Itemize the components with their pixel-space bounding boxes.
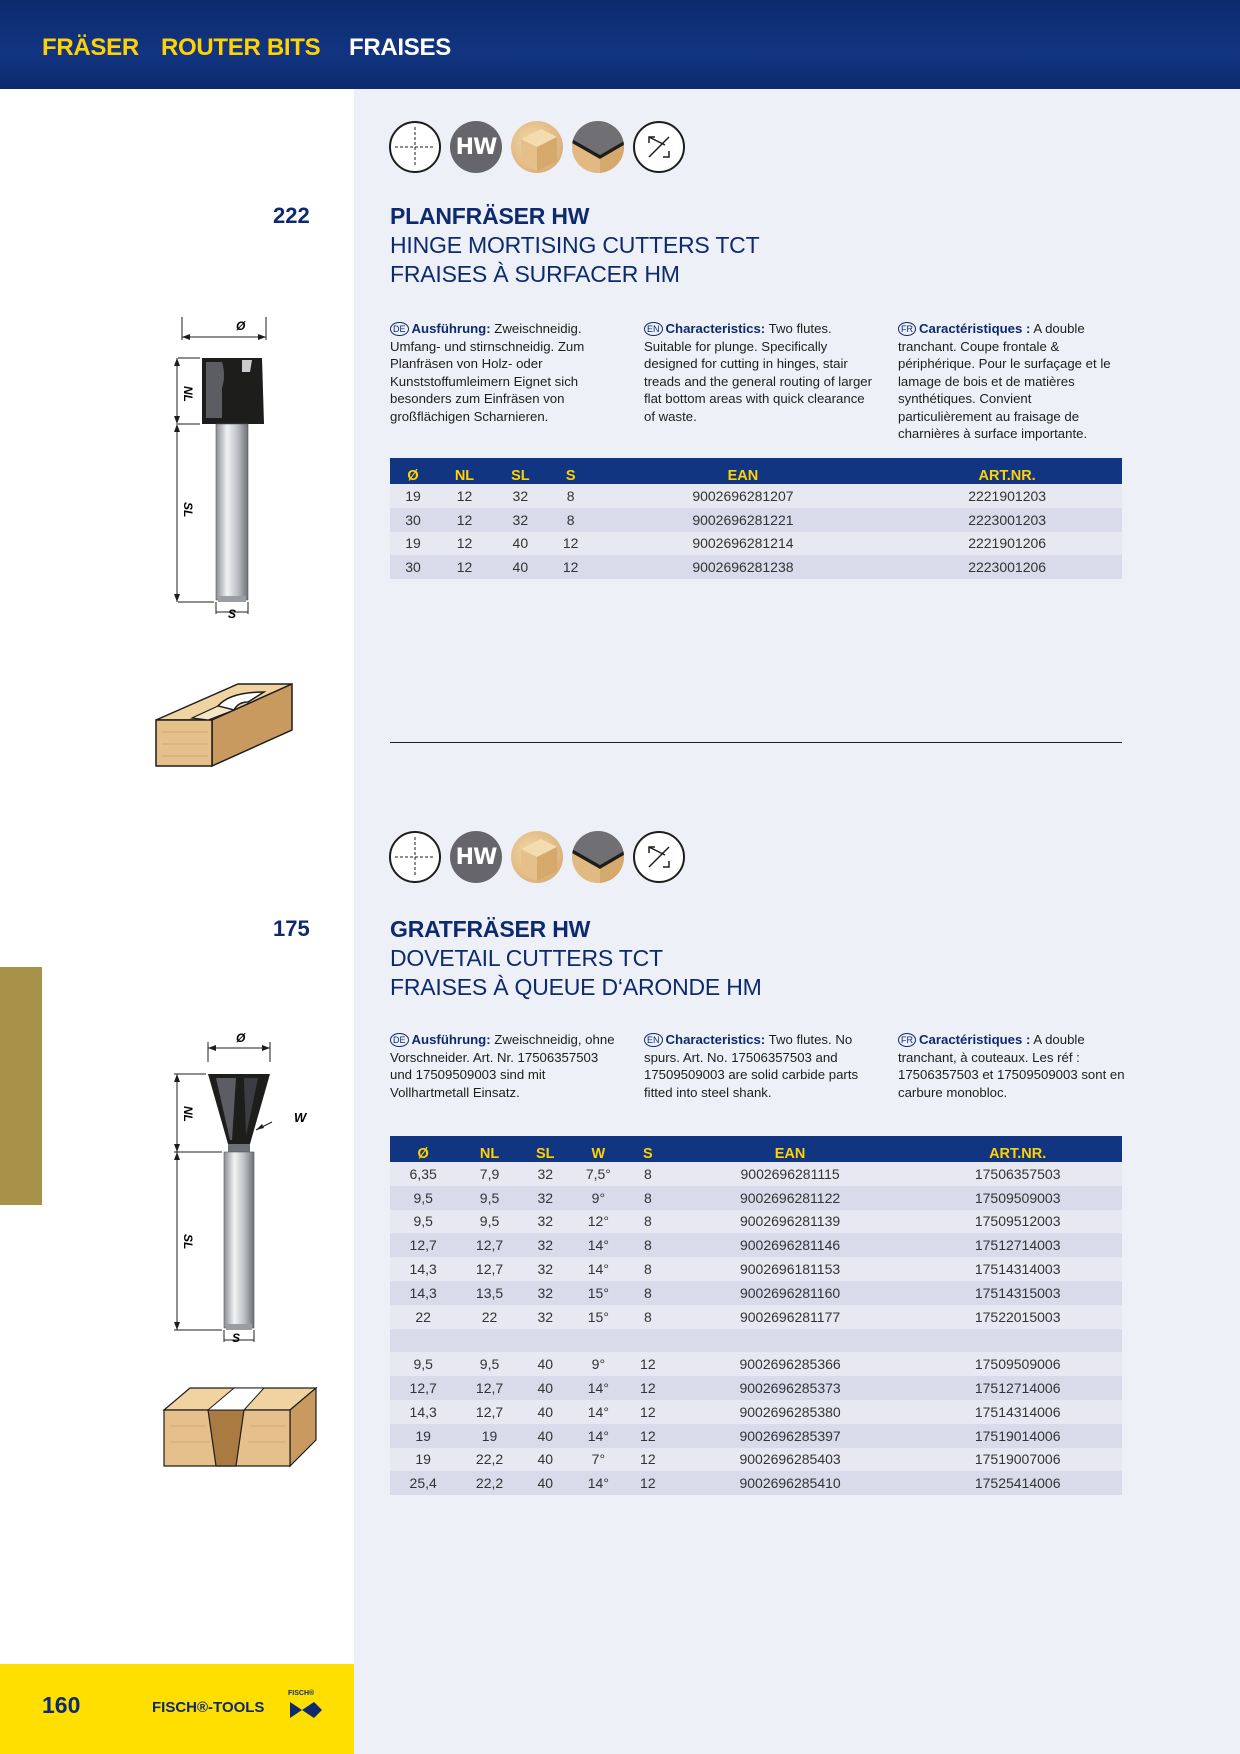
table-cell [667,1329,914,1353]
table-cell: 9002696285397 [667,1424,914,1448]
table-row [390,1281,1122,1305]
column-header: NL [436,458,493,484]
table-cell: 9002696281139 [667,1210,914,1234]
title-en: DOVETAIL CUTTERS TCT [390,945,663,971]
hw-badge-icon: HW [450,831,502,883]
feature-icons-175 [389,831,685,883]
column-header: S [629,1136,667,1162]
table-cell: 12 [436,508,493,532]
table-cell: 40 [493,532,548,556]
table-cell [568,1329,629,1353]
cutter-drawing-175 [160,1026,320,1342]
table-cell: 15° [568,1281,629,1305]
table-cell: 40 [523,1424,568,1448]
table-cell [629,1329,667,1353]
table-cell: 40 [523,1400,568,1424]
table-row [390,1376,1122,1400]
table-cell: 19 [390,1448,456,1472]
table-cell: 9002696281238 [594,555,893,579]
header-bar [0,0,1240,89]
table-cell: 17509509003 [913,1186,1122,1210]
direction-arrow-icon [633,831,685,883]
table-cell: 40 [493,555,548,579]
table-cell: 12,7 [456,1233,522,1257]
dim-label-diameter: Ø [236,319,246,333]
table-header-row [390,1136,1122,1162]
table-row [390,1210,1122,1234]
table-cell: 14° [568,1376,629,1400]
table-cell: 2221901203 [892,484,1122,508]
table-cell: 9002696285410 [667,1471,914,1495]
table-cell [390,1329,456,1353]
column-header: EAN [667,1136,914,1162]
table-cell: 14° [568,1471,629,1495]
table-cell: 12 [629,1400,667,1424]
table-cell: 14,3 [390,1257,456,1281]
column-header: ART.NR. [892,458,1122,484]
crosshair-icon [389,831,441,883]
wood-icon [511,831,563,883]
table-cell: 15° [568,1305,629,1329]
description-en-175: EN Characteristics: Two flutes. No spurs. Art. No. 17506357503 and 17509509003 are solid carbide parts fitted into steel shank. [644,1032,859,1100]
table-cell: 2221901206 [892,532,1122,556]
table-row [390,1424,1122,1448]
column-header: ART.NR. [913,1136,1122,1162]
column-header: Ø [390,458,436,484]
table-cell: 32 [523,1162,568,1186]
table-cell: 14° [568,1257,629,1281]
column-header: SL [493,458,548,484]
table-cell: 19 [456,1424,522,1448]
table-cell: 17519007006 [913,1448,1122,1472]
table-cell: 8 [629,1233,667,1257]
table-cell: 9002696285403 [667,1448,914,1472]
table-cell: 9002696281177 [667,1305,914,1329]
table-cell: 14° [568,1233,629,1257]
title-de: PLANFRÄSER HW [390,203,590,229]
column-header: EAN [594,458,893,484]
table-row [390,508,1122,532]
table-cell: 8 [629,1210,667,1234]
table-cell: 8 [548,484,594,508]
table-cell: 30 [390,508,436,532]
table-cell: 9002696281122 [667,1186,914,1210]
table-cell: 9002696281115 [667,1162,914,1186]
table-cell: 17525414006 [913,1471,1122,1495]
table-cell: 22,2 [456,1448,522,1472]
table-row [390,1448,1122,1472]
table-row [390,1186,1122,1210]
table-cell: 40 [523,1471,568,1495]
feature-icons-222 [389,121,685,173]
table-cell [913,1329,1122,1353]
table-row [390,1233,1122,1257]
table-cell: 9° [568,1186,629,1210]
table-cell: 12 [548,555,594,579]
table-cell: 19 [390,484,436,508]
table-cell: 14,3 [390,1400,456,1424]
hw-badge-icon: HW [450,121,502,173]
page-number: 160 [42,1692,81,1718]
article-number-222: 222 [273,203,310,228]
table-cell: 9,5 [456,1186,522,1210]
table-cell: 9002696281160 [667,1281,914,1305]
table-cell: 8 [629,1162,667,1186]
dim-label-nl: NL [181,1106,195,1122]
table-row [390,555,1122,579]
table-cell: 12 [548,532,594,556]
dim-label-s: S [228,607,237,621]
table-cell: 40 [523,1352,568,1376]
table-row [390,484,1122,508]
workpiece-drawing-175 [160,1382,326,1470]
table-row [390,1162,1122,1186]
table-cell: 32 [523,1281,568,1305]
table-row [390,1305,1122,1329]
table-cell: 14,3 [390,1281,456,1305]
table-cell: 7,5° [568,1162,629,1186]
table-cell: 13,5 [456,1281,522,1305]
title-fr: FRAISES À SURFACER HM [390,261,680,287]
table-cell: 7° [568,1448,629,1472]
table-cell: 9,5 [390,1352,456,1376]
table-header-row [390,458,1122,484]
dim-label-nl: NL [181,386,195,402]
title-en: HINGE MORTISING CUTTERS TCT [390,232,760,258]
wood-icon [511,121,563,173]
product-title-222 [390,202,759,289]
table-cell: 9,5 [456,1210,522,1234]
table-cell: 9002696285366 [667,1352,914,1376]
product-title-175 [390,915,762,1002]
plastic-laminate-icon [572,121,624,173]
dim-label-w: W [294,1110,307,1125]
table-cell: 17506357503 [913,1162,1122,1186]
description-fr-222: FR Caractéristiques : A double tranchant. Coupe frontale & périphérique. Pour le surfaçage et le lamage de bois et de matières synthétiques. Convient particulièrement au fraisage de charnières à surface importante. [898,321,1111,441]
title-fr: FRAISES À QUEUE D‘ARONDE HM [390,974,762,1000]
brand-name: FISCH®-TOOLS [152,1699,265,1716]
fisch-logo: FISCH® [288,1690,324,1722]
table-cell: 9,5 [456,1352,522,1376]
table-cell: 8 [548,508,594,532]
description-fr-175: FR Caractéristiques : A double tranchant, à couteaux. Les réf : 17506357503 et 17509509003 sont en carbure monobloc. [898,1032,1125,1100]
table-row [390,1400,1122,1424]
table-cell: 40 [523,1376,568,1400]
table-cell: 19 [390,1424,456,1448]
table-cell: 12,7 [456,1400,522,1424]
table-cell: 9° [568,1352,629,1376]
table-cell: 40 [523,1448,568,1472]
table-cell [456,1329,522,1353]
table-cell: 12 [629,1471,667,1495]
section-divider [390,742,1122,743]
table-cell: 12 [436,532,493,556]
table-cell: 32 [523,1305,568,1329]
table-cell: 22 [390,1305,456,1329]
description-de-222: DE Ausführung: Zweischneidig. Umfang- und stirnschneidig. Zum Planfräsen von Holz- oder Kunststoffumleimern Eignet sich besonders zum Einfräsen von großflächigen Scharnieren. [390,321,585,424]
table-cell: 12 [629,1448,667,1472]
table-row [390,1471,1122,1495]
description-en-222: EN Characteristics: Two flutes. Suitable for plunge. Specifically designed for cutting in hinges, stair treads and the general routing of larger flat bottom areas with quick clearance of waste. [644,321,872,424]
table-cell: 9002696181153 [667,1257,914,1281]
spec-table-175 [390,1136,1122,1495]
table-cell: 14° [568,1400,629,1424]
dim-label-diameter: Ø [236,1031,246,1045]
table-cell: 22 [456,1305,522,1329]
table-cell: 19 [390,532,436,556]
column-header: Ø [390,1136,456,1162]
table-cell: 12 [436,555,493,579]
table-cell: 9002696281146 [667,1233,914,1257]
table-cell: 12 [629,1352,667,1376]
table-cell: 12° [568,1210,629,1234]
table-cell: 7,9 [456,1162,522,1186]
table-row [390,532,1122,556]
table-cell: 32 [523,1210,568,1234]
cutter-drawing-222 [160,312,280,622]
title-de: GRATFRÄSER HW [390,916,591,942]
table-cell: 17509512003 [913,1210,1122,1234]
table-cell: 25,4 [390,1471,456,1495]
table-cell: 14° [568,1424,629,1448]
direction-arrow-icon [633,121,685,173]
table-cell: 32 [493,508,548,532]
table-cell: 2223001203 [892,508,1122,532]
section-tab [0,967,42,1205]
table-cell: 30 [390,555,436,579]
table-cell: 12 [436,484,493,508]
table-cell [523,1329,568,1353]
table-cell: 9002696281214 [594,532,893,556]
table-cell: 12,7 [390,1376,456,1400]
column-header: S [548,458,594,484]
article-number-175: 175 [273,916,310,941]
table-cell: 17522015003 [913,1305,1122,1329]
table-cell: 12 [629,1376,667,1400]
dim-label-sl: SL [181,502,195,518]
crosshair-icon [389,121,441,173]
table-cell: 6,35 [390,1162,456,1186]
dim-label-sl: SL [181,1234,195,1250]
table-row [390,1257,1122,1281]
plastic-laminate-icon [572,831,624,883]
column-header: W [568,1136,629,1162]
table-cell: 9002696281221 [594,508,893,532]
table-cell: 17514315003 [913,1281,1122,1305]
table-cell: 9,5 [390,1210,456,1234]
table-cell: 9002696285373 [667,1376,914,1400]
table-cell: 17514314006 [913,1400,1122,1424]
table-cell: 32 [523,1257,568,1281]
header-title-en: ROUTER BITS [161,34,321,61]
table-cell: 9002696281207 [594,484,893,508]
table-cell: 32 [523,1233,568,1257]
table-cell: 8 [629,1186,667,1210]
dim-label-s: S [232,1331,241,1342]
table-spacer-row [390,1329,1122,1353]
table-cell: 2223001206 [892,555,1122,579]
table-cell: 32 [493,484,548,508]
column-header: NL [456,1136,522,1162]
workpiece-drawing-222 [152,680,297,770]
table-cell: 17512714003 [913,1233,1122,1257]
table-cell: 12 [629,1424,667,1448]
table-cell: 12,7 [390,1233,456,1257]
table-cell: 32 [523,1186,568,1210]
table-cell: 9002696285380 [667,1400,914,1424]
table-cell: 8 [629,1281,667,1305]
description-de-175: DE Ausführung: Zweischneidig, ohne Vorschneider. Art. Nr. 17506357503 und 17509509003 sind mit Vollhartmetall Einsatz. [390,1032,615,1100]
table-cell: 22,2 [456,1471,522,1495]
table-cell: 12,7 [456,1376,522,1400]
header-title-fr: FRAISES [349,34,451,61]
table-cell: 8 [629,1257,667,1281]
table-cell: 17514314003 [913,1257,1122,1281]
table-cell: 17519014006 [913,1424,1122,1448]
table-cell: 17512714006 [913,1376,1122,1400]
table-cell: 9,5 [390,1186,456,1210]
spec-table-222 [390,458,1122,579]
table-cell: 17509509006 [913,1352,1122,1376]
table-row [390,1352,1122,1376]
table-cell: 8 [629,1305,667,1329]
column-header: SL [523,1136,568,1162]
header-title-de: FRÄSER [42,34,139,61]
table-cell: 12,7 [456,1257,522,1281]
